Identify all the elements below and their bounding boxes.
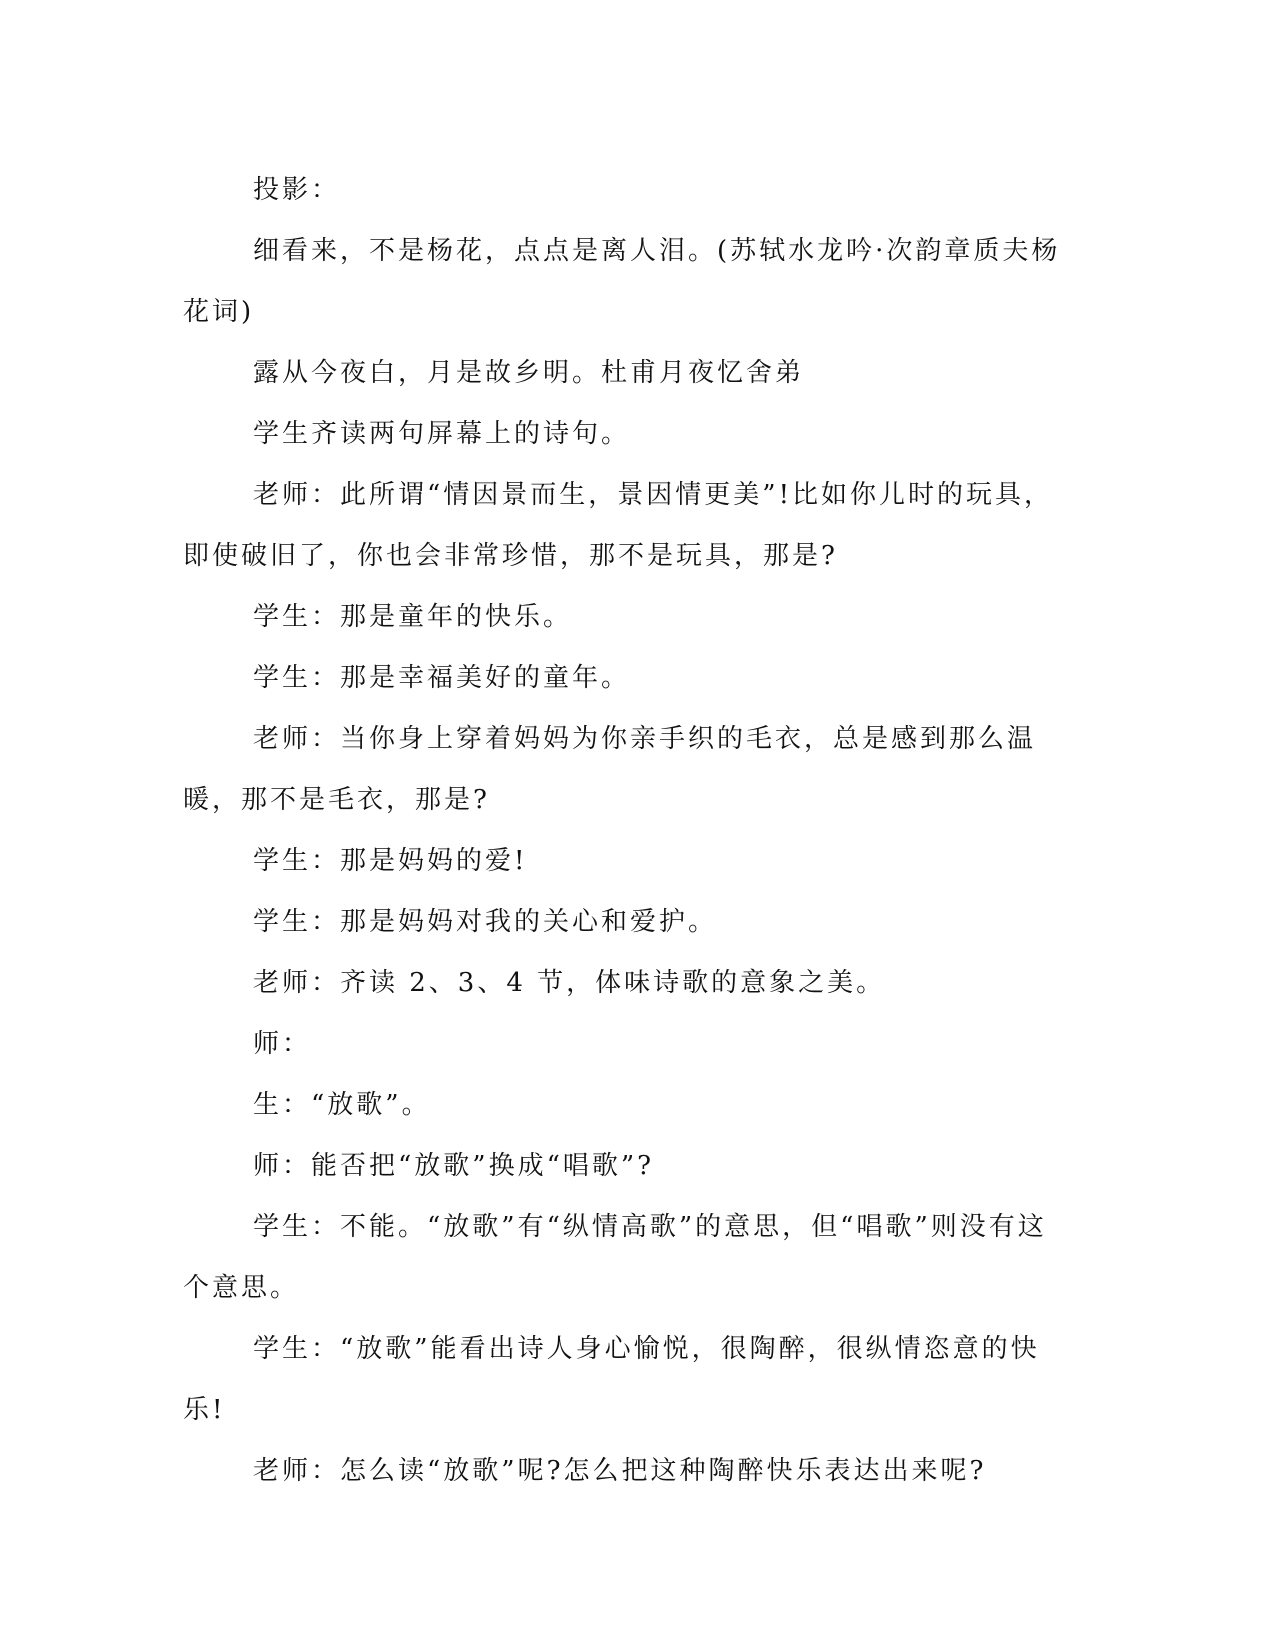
paragraph-teacher-short: 师：: [253, 1029, 312, 1059]
paragraph-poem-du-fu: 露从今夜白，月是故乡明。杜甫月夜忆舍弟: [253, 358, 805, 388]
paragraph-student-mother-care: 学生：那是妈妈对我的关心和爱护。: [253, 907, 718, 937]
paragraph-poem-su-shi: 细看来，不是杨花，点点是离人泪。(苏轼水龙吟·次韵章质夫杨花词): [183, 236, 1061, 327]
paragraph-students-read: 学生齐读两句屏幕上的诗句。: [253, 419, 631, 449]
paragraph-projection-label: 投影：: [253, 175, 341, 205]
paragraph-teacher-read-sections: 老师：齐读 2、3、4 节，体味诗歌的意象之美。: [253, 968, 886, 998]
paragraph-teacher-toy: 老师：此所谓“情因景而生，景因情更美”!比如你儿时的玩具，即使破旧了，你也会非常珍惜，那不是玩具，那是?: [183, 480, 1054, 571]
paragraph-teacher-sweater: 老师：当你身上穿着妈妈为你亲手织的毛衣，总是感到那么温暖，那不是毛衣，那是?: [183, 724, 1037, 815]
paragraph-student-childhood-joy: 学生：那是童年的快乐。: [253, 602, 573, 632]
paragraph-student-joy: 学生：“放歌”能看出诗人身心愉悦，很陶醉，很纵情恣意的快乐!: [183, 1334, 1040, 1425]
paragraph-student-fangge: 生：“放歌”。: [253, 1090, 431, 1120]
paragraph-student-happy-childhood: 学生：那是幸福美好的童年。: [253, 663, 631, 693]
paragraph-student-mother-love: 学生：那是妈妈的爱!: [253, 846, 528, 876]
document-body: [183, 160, 1075, 1502]
paragraph-teacher-how-read: 老师：怎么读“放歌”呢?怎么把这种陶醉快乐表达出来呢?: [253, 1456, 987, 1486]
paragraph-teacher-question: 师：能否把“放歌”换成“唱歌”?: [253, 1151, 655, 1181]
paragraph-student-explain: 学生：不能。“放歌”有“纵情高歌”的意思，但“唱歌”则没有这个意思。: [183, 1212, 1047, 1303]
